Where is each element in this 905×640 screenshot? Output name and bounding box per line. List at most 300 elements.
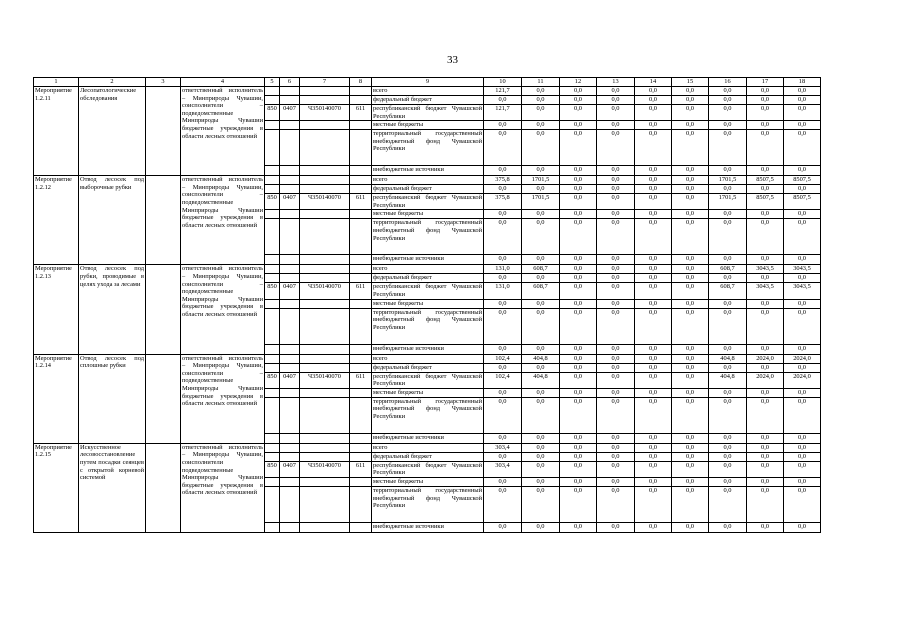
- column-header-13: 13: [597, 78, 635, 87]
- code-empty: [350, 255, 372, 265]
- code-empty: [350, 354, 372, 363]
- value-cell: 0,0: [672, 121, 709, 130]
- value-cell: 102,4: [484, 354, 522, 363]
- value-cell: 0,0: [747, 433, 784, 443]
- value-cell: 0,0: [522, 96, 560, 105]
- measure-id: Мероприятие 1.2.11: [34, 87, 79, 176]
- code-csr: Ч350140070: [300, 283, 350, 299]
- value-cell: 0,0: [597, 87, 635, 96]
- funding-source: местные бюджеты: [372, 121, 484, 130]
- code-empty: [265, 522, 280, 532]
- code-vr: 611: [350, 372, 372, 388]
- column-header-16: 16: [709, 78, 747, 87]
- value-cell: 0,0: [672, 354, 709, 363]
- funding-source: федеральный бюджет: [372, 274, 484, 283]
- value-cell: 0,0: [522, 363, 560, 372]
- value-cell: 0,0: [635, 363, 672, 372]
- value-cell: 0,0: [635, 372, 672, 388]
- code-empty: [280, 96, 300, 105]
- header-row: [34, 78, 821, 87]
- value-cell: 0,0: [635, 486, 672, 522]
- code-empty: [265, 87, 280, 96]
- value-cell: 0,0: [597, 210, 635, 219]
- value-cell: 0,0: [709, 522, 747, 532]
- code-empty: [300, 397, 350, 433]
- code-empty: [300, 486, 350, 522]
- table-row: [34, 87, 821, 96]
- column-3-empty: [146, 443, 181, 532]
- value-cell: 0,0: [597, 363, 635, 372]
- code-empty: [265, 363, 280, 372]
- value-cell: 0,0: [522, 299, 560, 308]
- value-cell: 0,0: [522, 105, 560, 121]
- code-empty: [265, 452, 280, 461]
- code-empty: [265, 255, 280, 265]
- measure-id: Мероприятие 1.2.15: [34, 443, 79, 532]
- value-cell: 0,0: [597, 265, 635, 274]
- value-cell: 0,0: [709, 255, 747, 265]
- value-cell: 0,0: [635, 219, 672, 255]
- value-cell: 0,0: [560, 130, 597, 166]
- value-cell: 0,0: [484, 166, 522, 176]
- code-empty: [280, 452, 300, 461]
- value-cell: 0,0: [484, 219, 522, 255]
- value-cell: 375,8: [484, 176, 522, 185]
- value-cell: 0,0: [672, 452, 709, 461]
- value-cell: 0,0: [635, 397, 672, 433]
- code-rzpr: 0407: [280, 283, 300, 299]
- code-empty: [265, 121, 280, 130]
- code-rzpr: 0407: [280, 372, 300, 388]
- value-cell: 0,0: [560, 166, 597, 176]
- value-cell: 0,0: [560, 105, 597, 121]
- value-cell: 0,0: [784, 130, 821, 166]
- value-cell: 0,0: [560, 452, 597, 461]
- funding-source: федеральный бюджет: [372, 363, 484, 372]
- executor-cell: ответственный исполнитель – Минприроды Чувашии, соисполнители – подведомственные Минприроды Чувашии бюджетные учреждения в области лесных отношений: [181, 176, 265, 265]
- code-empty: [300, 219, 350, 255]
- value-cell: 0,0: [635, 388, 672, 397]
- column-3-empty: [146, 354, 181, 443]
- code-empty: [265, 130, 280, 166]
- value-cell: 0,0: [522, 486, 560, 522]
- value-cell: 0,0: [672, 363, 709, 372]
- code-csr: Ч350140070: [300, 105, 350, 121]
- code-empty: [265, 354, 280, 363]
- value-cell: 0,0: [635, 166, 672, 176]
- code-empty: [265, 210, 280, 219]
- code-empty: [280, 210, 300, 219]
- value-cell: 0,0: [709, 433, 747, 443]
- code-grbs: 850: [265, 372, 280, 388]
- value-cell: 303,4: [484, 461, 522, 477]
- value-cell: 0,0: [747, 461, 784, 477]
- value-cell: 0,0: [672, 433, 709, 443]
- value-cell: 0,0: [560, 210, 597, 219]
- column-header-11: 11: [522, 78, 560, 87]
- column-header-10: 10: [484, 78, 522, 87]
- value-cell: 608,7: [709, 265, 747, 274]
- funding-source: местные бюджеты: [372, 299, 484, 308]
- value-cell: 0,0: [747, 452, 784, 461]
- value-cell: 102,4: [484, 372, 522, 388]
- measure-name: Отвод лесосек под выборочные рубки: [79, 176, 146, 265]
- code-empty: [280, 443, 300, 452]
- value-cell: 0,0: [672, 522, 709, 532]
- value-cell: 0,0: [672, 176, 709, 185]
- value-cell: 0,0: [672, 166, 709, 176]
- value-cell: 0,0: [484, 121, 522, 130]
- code-empty: [350, 344, 372, 354]
- value-cell: 0,0: [784, 219, 821, 255]
- value-cell: 0,0: [747, 397, 784, 433]
- code-rzpr: 0407: [280, 194, 300, 210]
- value-cell: 0,0: [484, 255, 522, 265]
- value-cell: 0,0: [597, 477, 635, 486]
- value-cell: 0,0: [635, 274, 672, 283]
- code-empty: [265, 388, 280, 397]
- value-cell: 121,7: [484, 87, 522, 96]
- table-row: [34, 354, 821, 363]
- code-empty: [280, 130, 300, 166]
- value-cell: 0,0: [522, 255, 560, 265]
- value-cell: 0,0: [635, 87, 672, 96]
- value-cell: 0,0: [672, 219, 709, 255]
- value-cell: 0,0: [522, 87, 560, 96]
- code-empty: [300, 388, 350, 397]
- code-empty: [300, 308, 350, 344]
- value-cell: 0,0: [597, 433, 635, 443]
- value-cell: 0,0: [672, 344, 709, 354]
- value-cell: 0,0: [709, 443, 747, 452]
- code-empty: [350, 265, 372, 274]
- value-cell: 131,0: [484, 265, 522, 274]
- code-empty: [300, 121, 350, 130]
- value-cell: 0,0: [484, 486, 522, 522]
- funding-source: местные бюджеты: [372, 388, 484, 397]
- value-cell: 0,0: [784, 477, 821, 486]
- code-empty: [280, 433, 300, 443]
- value-cell: 0,0: [597, 96, 635, 105]
- value-cell: 3043,5: [784, 265, 821, 274]
- executor-cell: ответственный исполнитель – Минприроды Чувашии, соисполнители – подведомственные Минприроды Чувашии бюджетные учреждения в области лесных отношений: [181, 265, 265, 354]
- value-cell: 0,0: [747, 166, 784, 176]
- code-empty: [265, 274, 280, 283]
- value-cell: 0,0: [672, 194, 709, 210]
- code-empty: [300, 299, 350, 308]
- value-cell: 0,0: [597, 522, 635, 532]
- code-empty: [280, 166, 300, 176]
- value-cell: 0,0: [672, 299, 709, 308]
- value-cell: 0,0: [747, 308, 784, 344]
- code-rzpr: 0407: [280, 461, 300, 477]
- value-cell: 0,0: [597, 185, 635, 194]
- value-cell: 0,0: [635, 210, 672, 219]
- value-cell: 0,0: [522, 185, 560, 194]
- value-cell: 0,0: [709, 461, 747, 477]
- code-empty: [280, 265, 300, 274]
- funding-source: внебюджетные источники: [372, 344, 484, 354]
- value-cell: 0,0: [747, 121, 784, 130]
- funding-source: территориальный государственный внебюджетный фонд Чувашской Республики: [372, 219, 484, 255]
- value-cell: 404,8: [522, 372, 560, 388]
- column-header-1: 1: [34, 78, 79, 87]
- code-empty: [350, 486, 372, 522]
- value-cell: 0,0: [597, 344, 635, 354]
- value-cell: 0,0: [635, 522, 672, 532]
- code-empty: [350, 388, 372, 397]
- code-empty: [280, 388, 300, 397]
- value-cell: 0,0: [635, 452, 672, 461]
- code-empty: [350, 452, 372, 461]
- funding-source: федеральный бюджет: [372, 185, 484, 194]
- value-cell: 0,0: [522, 461, 560, 477]
- value-cell: 0,0: [484, 185, 522, 194]
- column-header-17: 17: [747, 78, 784, 87]
- value-cell: 0,0: [484, 299, 522, 308]
- executor-cell: ответственный исполнитель – Минприроды Чувашии, соисполнители – подведомственные Минприроды Чувашии бюджетные учреждения в области лесных отношений: [181, 354, 265, 443]
- value-cell: 0,0: [709, 344, 747, 354]
- value-cell: 0,0: [560, 308, 597, 344]
- value-cell: 0,0: [784, 363, 821, 372]
- value-cell: 0,0: [709, 363, 747, 372]
- value-cell: 0,0: [484, 96, 522, 105]
- value-cell: 0,0: [560, 299, 597, 308]
- code-empty: [350, 219, 372, 255]
- code-empty: [300, 354, 350, 363]
- value-cell: 0,0: [747, 443, 784, 452]
- value-cell: 303,4: [484, 443, 522, 452]
- value-cell: 0,0: [522, 344, 560, 354]
- column-header-14: 14: [635, 78, 672, 87]
- code-empty: [300, 452, 350, 461]
- value-cell: 0,0: [709, 130, 747, 166]
- code-empty: [280, 363, 300, 372]
- value-cell: 1701,5: [709, 176, 747, 185]
- value-cell: 0,0: [672, 486, 709, 522]
- value-cell: 0,0: [784, 452, 821, 461]
- code-grbs: 850: [265, 194, 280, 210]
- code-empty: [280, 219, 300, 255]
- value-cell: 0,0: [784, 210, 821, 219]
- value-cell: 0,0: [597, 308, 635, 344]
- column-header-3: 3: [146, 78, 181, 87]
- executor-cell: ответственный исполнитель – Минприроды Чувашии, соисполнители подведомственные Минприроды Чувашии бюджетные учреждения в области лесных отношений: [181, 443, 265, 532]
- value-cell: 0,0: [560, 433, 597, 443]
- value-cell: 0,0: [635, 354, 672, 363]
- value-cell: 608,7: [709, 283, 747, 299]
- code-empty: [265, 397, 280, 433]
- funding-source: всего: [372, 87, 484, 96]
- column-header-12: 12: [560, 78, 597, 87]
- code-csr: Ч350140070: [300, 461, 350, 477]
- value-cell: 0,0: [635, 461, 672, 477]
- code-grbs: 850: [265, 461, 280, 477]
- value-cell: 0,0: [522, 522, 560, 532]
- value-cell: 0,0: [560, 194, 597, 210]
- code-empty: [300, 274, 350, 283]
- value-cell: 0,0: [597, 166, 635, 176]
- value-cell: 0,0: [635, 433, 672, 443]
- value-cell: 0,0: [672, 265, 709, 274]
- code-empty: [350, 96, 372, 105]
- value-cell: 0,0: [522, 477, 560, 486]
- value-cell: 0,0: [784, 522, 821, 532]
- value-cell: 0,0: [784, 87, 821, 96]
- value-cell: 0,0: [635, 185, 672, 194]
- executor-cell: ответственный исполнитель – Минприроды Чувашии, соисполнители – подведомственные Минприроды Чувашии бюджетные учреждения в области лесных отношений: [181, 87, 265, 176]
- code-empty: [300, 96, 350, 105]
- value-cell: 0,0: [484, 274, 522, 283]
- value-cell: 0,0: [597, 372, 635, 388]
- value-cell: 0,0: [747, 255, 784, 265]
- value-cell: 0,0: [709, 308, 747, 344]
- code-empty: [350, 433, 372, 443]
- value-cell: 0,0: [635, 105, 672, 121]
- value-cell: 0,0: [784, 486, 821, 522]
- funding-source: республиканский бюджет Чувашской Республики: [373, 372, 482, 388]
- code-csr: Ч350140070: [300, 194, 350, 210]
- code-empty: [300, 443, 350, 452]
- value-cell: 608,7: [522, 283, 560, 299]
- value-cell: 0,0: [635, 477, 672, 486]
- code-empty: [350, 130, 372, 166]
- code-empty: [350, 522, 372, 532]
- code-empty: [280, 477, 300, 486]
- funding-source: республиканский бюджет Чувашской Республики: [373, 283, 482, 298]
- code-grbs: 850: [265, 283, 280, 299]
- value-cell: 0,0: [747, 219, 784, 255]
- code-empty: [350, 443, 372, 452]
- column-header-4: 4: [181, 78, 265, 87]
- code-empty: [300, 363, 350, 372]
- value-cell: 0,0: [784, 308, 821, 344]
- funding-source: территориальный государственный внебюджетный фонд Чувашской Республики: [372, 397, 484, 433]
- value-cell: 0,0: [747, 185, 784, 194]
- code-vr: 611: [350, 461, 372, 477]
- value-cell: 0,0: [747, 105, 784, 121]
- code-empty: [350, 166, 372, 176]
- value-cell: 0,0: [747, 522, 784, 532]
- code-empty: [280, 185, 300, 194]
- value-cell: 0,0: [747, 87, 784, 96]
- code-empty: [300, 433, 350, 443]
- table-row: [34, 176, 821, 185]
- value-cell: 0,0: [597, 452, 635, 461]
- value-cell: 0,0: [784, 461, 821, 477]
- column-header-2: 2: [79, 78, 146, 87]
- value-cell: 0,0: [597, 219, 635, 255]
- value-cell: 1701,5: [522, 176, 560, 185]
- value-cell: 0,0: [672, 397, 709, 433]
- code-empty: [265, 308, 280, 344]
- measure-id: Мероприятие 1.2.14: [34, 354, 79, 443]
- funding-source: республиканский бюджет Чувашской Республики: [373, 105, 482, 120]
- value-cell: 0,0: [672, 308, 709, 344]
- code-empty: [350, 397, 372, 433]
- code-empty: [265, 477, 280, 486]
- measure-name: Лесопатологические обследования: [79, 87, 146, 176]
- code-empty: [350, 176, 372, 185]
- program-funding-table: [33, 77, 821, 533]
- value-cell: 0,0: [709, 105, 747, 121]
- value-cell: 0,0: [560, 388, 597, 397]
- code-empty: [280, 354, 300, 363]
- funding-source: всего: [372, 176, 484, 185]
- value-cell: 0,0: [560, 274, 597, 283]
- code-empty: [280, 87, 300, 96]
- funding-source: внебюджетные источники: [372, 522, 484, 532]
- code-empty: [350, 308, 372, 344]
- value-cell: 2024,0: [784, 372, 821, 388]
- value-cell: 0,0: [784, 255, 821, 265]
- value-cell: 0,0: [672, 87, 709, 96]
- value-cell: 0,0: [522, 452, 560, 461]
- code-empty: [350, 363, 372, 372]
- code-empty: [265, 166, 280, 176]
- value-cell: 0,0: [484, 452, 522, 461]
- value-cell: 0,0: [597, 397, 635, 433]
- code-empty: [280, 176, 300, 185]
- funding-source: местные бюджеты: [372, 477, 484, 486]
- value-cell: 0,0: [635, 308, 672, 344]
- measure-id: Мероприятие 1.2.13: [34, 265, 79, 354]
- value-cell: 0,0: [560, 486, 597, 522]
- column-header-18: 18: [784, 78, 821, 87]
- value-cell: 0,0: [635, 283, 672, 299]
- value-cell: 8507,5: [784, 176, 821, 185]
- value-cell: 0,0: [560, 185, 597, 194]
- value-cell: 0,0: [784, 397, 821, 433]
- funding-source: всего: [372, 443, 484, 452]
- value-cell: 0,0: [484, 363, 522, 372]
- value-cell: 0,0: [522, 121, 560, 130]
- value-cell: 0,0: [484, 210, 522, 219]
- column-header-8: 8: [350, 78, 372, 87]
- value-cell: 0,0: [560, 522, 597, 532]
- value-cell: 0,0: [597, 105, 635, 121]
- column-header-5: 5: [265, 78, 280, 87]
- value-cell: 0,0: [522, 308, 560, 344]
- value-cell: 404,8: [709, 372, 747, 388]
- value-cell: 0,0: [560, 443, 597, 452]
- code-empty: [280, 255, 300, 265]
- column-header-15: 15: [672, 78, 709, 87]
- funding-source: республиканский бюджет Чувашской Республики: [373, 461, 482, 477]
- code-empty: [280, 308, 300, 344]
- value-cell: 0,0: [672, 461, 709, 477]
- value-cell: 0,0: [635, 265, 672, 274]
- value-cell: 0,0: [747, 344, 784, 354]
- value-cell: 0,0: [560, 265, 597, 274]
- value-cell: 0,0: [709, 452, 747, 461]
- value-cell: 0,0: [597, 461, 635, 477]
- column-header-9: 9: [372, 78, 484, 87]
- value-cell: 0,0: [672, 210, 709, 219]
- value-cell: 0,0: [484, 433, 522, 443]
- value-cell: 0,0: [709, 166, 747, 176]
- value-cell: 0,0: [522, 433, 560, 443]
- code-empty: [265, 443, 280, 452]
- funding-source: внебюджетные источники: [372, 255, 484, 265]
- value-cell: 0,0: [560, 372, 597, 388]
- code-empty: [300, 477, 350, 486]
- value-cell: 0,0: [522, 130, 560, 166]
- funding-source: федеральный бюджет: [372, 96, 484, 105]
- code-empty: [300, 255, 350, 265]
- code-vr: 611: [350, 283, 372, 299]
- value-cell: 0,0: [635, 443, 672, 452]
